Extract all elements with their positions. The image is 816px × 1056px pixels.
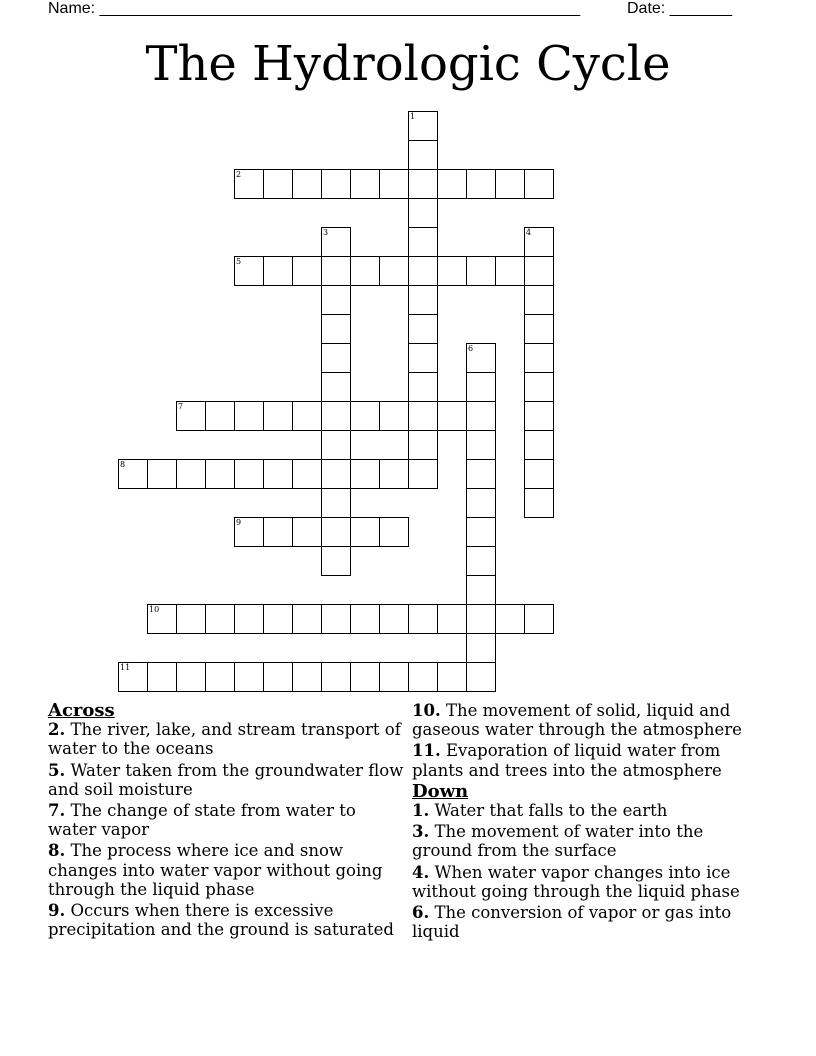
grid-cell[interactable]	[524, 604, 554, 634]
clues-left-column	[48, 701, 404, 941]
grid-cell[interactable]	[437, 169, 467, 199]
grid-cell[interactable]	[408, 169, 438, 199]
grid-cell[interactable]	[408, 198, 438, 228]
grid-cell[interactable]	[524, 285, 554, 315]
cell-number: 8	[120, 460, 126, 469]
grid-cell[interactable]	[437, 662, 467, 692]
grid-cell[interactable]	[263, 256, 293, 286]
grid-cell[interactable]	[408, 314, 438, 344]
grid-cell[interactable]	[466, 517, 496, 547]
grid-cell[interactable]	[321, 546, 351, 576]
grid-cell[interactable]	[408, 256, 438, 286]
clue-across-9: 9. Occurs when there is excessive precipitation and the ground is saturated	[48, 901, 394, 940]
grid-cell[interactable]	[176, 604, 206, 634]
cell-number: 11	[120, 663, 131, 672]
grid-cell[interactable]	[408, 430, 438, 460]
across-heading: Across	[48, 700, 115, 721]
clue-down-4: 4. When water vapor changes into ice without going through the liquid phase	[412, 862, 740, 901]
cell-number: 7	[178, 402, 184, 411]
grid-cell[interactable]	[205, 401, 235, 431]
grid-cell[interactable]	[350, 256, 380, 286]
grid-cell[interactable]	[321, 488, 351, 518]
grid-cell[interactable]	[408, 111, 438, 141]
cell-number: 10	[149, 605, 160, 614]
clue-across-2: 2. The river, lake, and stream transport of water to the oceans	[48, 720, 401, 759]
grid-cell[interactable]	[495, 169, 525, 199]
grid-cell[interactable]	[466, 256, 496, 286]
grid-cell[interactable]	[466, 604, 496, 634]
grid-cell[interactable]	[466, 459, 496, 489]
grid-cell[interactable]	[350, 604, 380, 634]
grid-cell[interactable]	[263, 517, 293, 547]
grid-cell[interactable]	[292, 604, 322, 634]
grid-cell[interactable]	[234, 517, 264, 547]
grid-cell[interactable]	[408, 343, 438, 373]
grid-cell[interactable]	[234, 256, 264, 286]
grid-cell[interactable]	[147, 604, 177, 634]
clue-across-10: 10. The movement of solid, liquid and gaseous water through the atmosphere	[412, 701, 742, 740]
cell-number: 5	[236, 257, 242, 266]
grid-cell[interactable]	[495, 256, 525, 286]
grid-cell[interactable]	[205, 662, 235, 692]
grid-cell[interactable]	[205, 459, 235, 489]
grid-cell[interactable]	[408, 662, 438, 692]
grid-cell[interactable]	[524, 343, 554, 373]
grid-cell[interactable]	[379, 517, 409, 547]
grid-cell[interactable]	[437, 604, 467, 634]
grid-cell[interactable]	[176, 401, 206, 431]
clue-down-1: 1. Water that falls to the earth	[412, 801, 668, 821]
grid-cell[interactable]	[350, 517, 380, 547]
grid-cell[interactable]	[466, 662, 496, 692]
grid-cell[interactable]	[466, 343, 496, 373]
grid-cell[interactable]	[118, 459, 148, 489]
grid-cell[interactable]	[379, 459, 409, 489]
grid-cell[interactable]	[176, 662, 206, 692]
grid-cell[interactable]	[321, 401, 351, 431]
cell-number: 9	[236, 518, 242, 527]
grid-cell[interactable]	[408, 140, 438, 170]
grid-cell[interactable]	[495, 604, 525, 634]
grid-cell[interactable]	[524, 430, 554, 460]
grid-cell[interactable]	[379, 662, 409, 692]
grid-cell[interactable]	[466, 575, 496, 605]
grid-cell[interactable]	[379, 604, 409, 634]
grid-cell[interactable]	[292, 517, 322, 547]
grid-cell[interactable]	[292, 459, 322, 489]
grid-cell[interactable]	[350, 401, 380, 431]
grid-cell[interactable]	[408, 401, 438, 431]
clue-across-5: 5. Water taken from the groundwater flow and soil moisture	[48, 760, 404, 799]
grid-cell[interactable]	[408, 227, 438, 257]
grid-cell[interactable]	[379, 401, 409, 431]
grid-cell[interactable]	[321, 459, 351, 489]
grid-cell[interactable]	[524, 227, 554, 257]
date-field-label: Date: _______	[627, 0, 732, 17]
grid-cell[interactable]	[321, 169, 351, 199]
grid-cell[interactable]	[147, 662, 177, 692]
grid-cell[interactable]	[292, 662, 322, 692]
grid-cell[interactable]	[524, 169, 554, 199]
grid-cell[interactable]	[234, 169, 264, 199]
down-heading: Down	[412, 780, 469, 802]
cell-number: 3	[323, 228, 329, 237]
grid-cell[interactable]	[292, 169, 322, 199]
grid-cell[interactable]	[466, 169, 496, 199]
grid-cell[interactable]	[321, 285, 351, 315]
grid-cell[interactable]	[292, 401, 322, 431]
grid-cell[interactable]	[466, 633, 496, 663]
grid-cell[interactable]	[466, 372, 496, 402]
grid-cell[interactable]	[437, 401, 467, 431]
grid-cell[interactable]	[176, 459, 206, 489]
grid-cell[interactable]	[263, 169, 293, 199]
grid-cell[interactable]	[524, 372, 554, 402]
grid-cell[interactable]	[234, 604, 264, 634]
cell-number: 4	[526, 228, 532, 237]
grid-cell[interactable]	[524, 256, 554, 286]
clues-right-column	[412, 701, 757, 943]
grid-cell[interactable]	[350, 662, 380, 692]
grid-cell[interactable]	[321, 662, 351, 692]
grid-cell[interactable]	[466, 401, 496, 431]
grid-cell[interactable]	[321, 343, 351, 373]
grid-cell[interactable]	[466, 430, 496, 460]
clue-across-7: 7. The change of state from water to water vapor	[48, 801, 356, 840]
grid-cell[interactable]	[147, 459, 177, 489]
grid-cell[interactable]	[321, 314, 351, 344]
grid-cell[interactable]	[524, 488, 554, 518]
grid-cell[interactable]	[350, 169, 380, 199]
grid-cell[interactable]	[263, 401, 293, 431]
clue-across-11: 11. Evaporation of liquid water from plants and trees into the atmosphere	[412, 741, 722, 780]
clue-across-8: 8. The process where ice and snow changes into water vapor without going through the liquid phase	[48, 841, 383, 899]
grid-cell[interactable]	[437, 256, 467, 286]
name-field-label: Name: ______________________________________________________	[48, 0, 581, 17]
grid-cell[interactable]	[524, 401, 554, 431]
grid-cell[interactable]	[205, 604, 235, 634]
grid-cell[interactable]	[466, 488, 496, 518]
grid-cell[interactable]	[466, 546, 496, 576]
grid-cell[interactable]	[292, 256, 322, 286]
grid-cell[interactable]	[321, 430, 351, 460]
clue-down-3: 3. The movement of water into the ground from the surface	[412, 822, 704, 861]
grid-cell[interactable]	[524, 314, 554, 344]
grid-cell[interactable]	[524, 459, 554, 489]
grid-cell[interactable]	[234, 459, 264, 489]
grid-cell[interactable]	[321, 604, 351, 634]
cell-number: 2	[236, 170, 242, 179]
grid-cell[interactable]	[118, 662, 148, 692]
clue-down-6: 6. The conversion of vapor or gas into liquid	[412, 903, 732, 942]
grid-cell[interactable]	[350, 459, 380, 489]
grid-cell[interactable]	[379, 169, 409, 199]
grid-cell[interactable]	[234, 662, 264, 692]
grid-cell[interactable]	[408, 459, 438, 489]
grid-cell[interactable]	[408, 285, 438, 315]
grid-cell[interactable]	[234, 401, 264, 431]
grid-cell[interactable]	[321, 227, 351, 257]
grid-cell[interactable]	[408, 604, 438, 634]
grid-cell[interactable]	[321, 256, 351, 286]
grid-cell[interactable]	[263, 459, 293, 489]
cell-number: 1	[410, 112, 416, 121]
grid-cell[interactable]	[379, 256, 409, 286]
page-title: The Hydrologic Cycle	[145, 36, 671, 92]
cell-number: 6	[468, 344, 474, 353]
grid-cell[interactable]	[321, 372, 351, 402]
grid-cell[interactable]	[321, 517, 351, 547]
grid-cell[interactable]	[263, 604, 293, 634]
grid-cell[interactable]	[263, 662, 293, 692]
grid-cell[interactable]	[408, 372, 438, 402]
